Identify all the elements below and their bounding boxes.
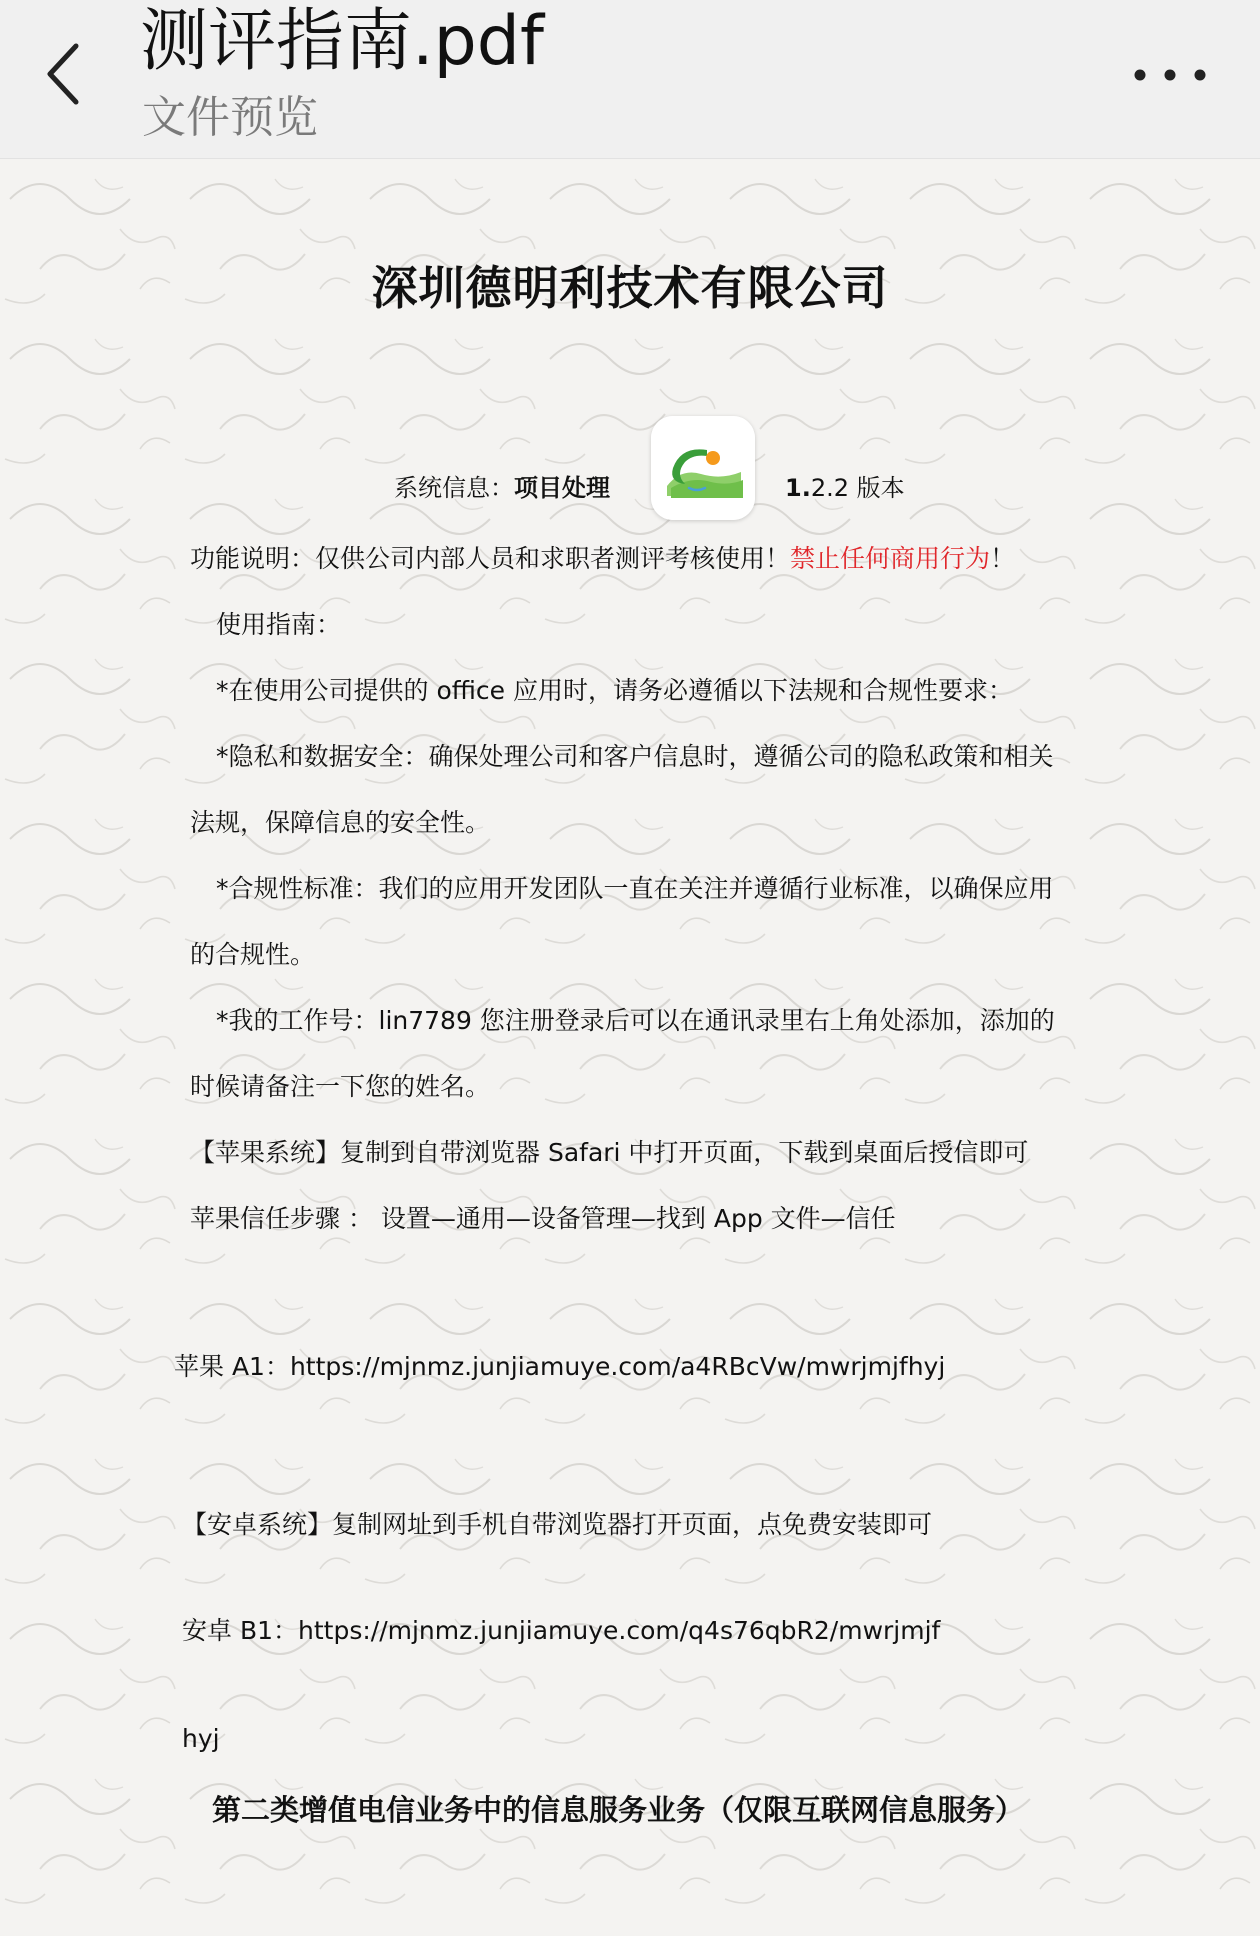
android-system-instructions: 【安卓系统】复制网址到手机自带浏览器打开页面，点免费安装即可 xyxy=(182,1510,933,1539)
back-button[interactable] xyxy=(36,34,96,114)
file-subtitle: 文件预览 xyxy=(142,92,318,143)
android-download-link[interactable]: 安卓 B1：https://mjnmz.junjiamuye.com/q4s76qbR2/mwrjmjf xyxy=(182,1616,941,1645)
item-compliance-line1: *合规性标准：我们的应用开发团队一直在关注并遵循行业标准，以确保应用 xyxy=(216,874,1054,903)
paper-texture xyxy=(0,159,1260,1936)
function-desc-warning: 禁止任何商用行为 xyxy=(790,544,991,573)
company-title: 深圳德明利技术有限公司 xyxy=(371,261,889,315)
top-bar xyxy=(0,0,1260,159)
apple-system-instructions: 【苹果系统】复制到自带浏览器 Safari 中打开页面，下载到桌面后授信即可 xyxy=(190,1138,1029,1167)
item-compliance-line2: 的合规性。 xyxy=(190,940,316,969)
system-info xyxy=(394,470,610,506)
apple-download-link[interactable]: 苹果 A1：https://mjnmz.junjiamuye.com/a4RBcVw/mwrjmjfhyj xyxy=(174,1352,946,1381)
system-info-name: 项目处理 xyxy=(514,474,610,502)
pdf-page[interactable] xyxy=(0,159,1260,1936)
item-office: *在使用公司提供的 office 应用时，请务必遵循以下法规和合规性要求： xyxy=(216,676,1013,705)
item-workid-line1: *我的工作号：lin7789 您注册登录后可以在通讯录里右上角处添加，添加的 xyxy=(216,1006,1055,1035)
item-privacy-line2: 法规，保障信息的安全性。 xyxy=(190,808,491,837)
version-suffix: 版本 xyxy=(849,474,905,502)
system-info-prefix: 系统信息： xyxy=(394,474,514,502)
version-info xyxy=(785,470,905,506)
apple-trust-steps: 苹果信任步骤 ： 设置—通用—设备管理—找到 App 文件—信任 xyxy=(190,1204,896,1233)
app-logo xyxy=(651,416,755,520)
version-major: 1. xyxy=(785,474,811,502)
chevron-left-icon xyxy=(36,34,96,114)
android-download-link-continued[interactable]: hyj xyxy=(182,1724,220,1753)
version-minor: 2.2 xyxy=(810,474,849,502)
app-logo-icon xyxy=(651,416,755,520)
more-horizontal-icon xyxy=(1120,52,1220,98)
service-category-heading: 第二类增值电信业务中的信息服务业务（仅限互联网信息服务） xyxy=(212,1793,1025,1827)
item-privacy-line1: *隐私和数据安全：确保处理公司和客户信息时，遵循公司的隐私政策和相关 xyxy=(216,742,1054,771)
more-button[interactable] xyxy=(1120,52,1220,98)
item-workid-line2: 时候请备注一下您的姓名。 xyxy=(190,1072,491,1101)
function-desc-prefix: 功能说明：仅供公司内部人员和求职者测评考核使用！ xyxy=(190,544,791,573)
guide-heading: 使用指南： xyxy=(216,610,342,639)
function-description xyxy=(190,541,1015,577)
function-desc-suffix: ！ xyxy=(990,544,1016,573)
file-title: 测评指南.pdf xyxy=(140,2,544,81)
